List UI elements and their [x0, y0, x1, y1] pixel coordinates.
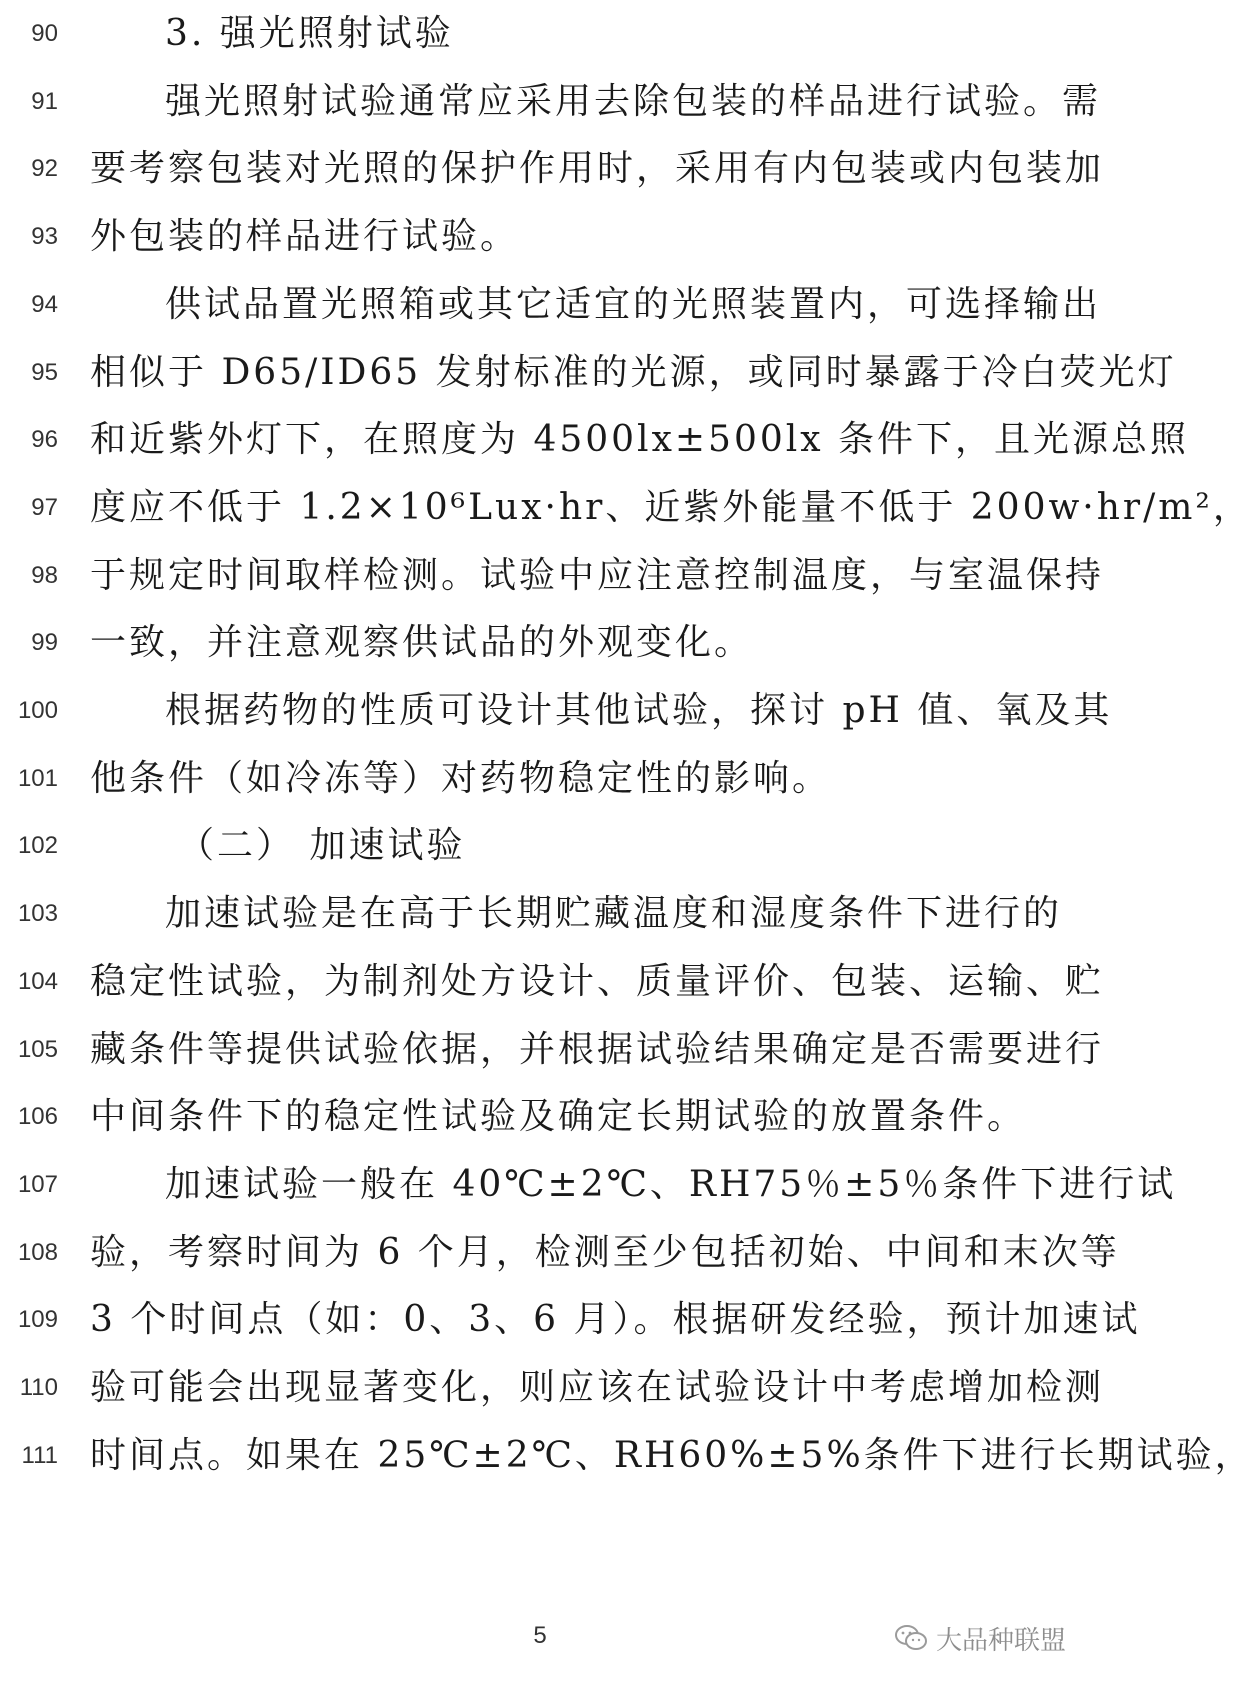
line-number: 96	[31, 426, 58, 454]
line-text: 加速试验一般在 40℃±2℃、RH75％±5％条件下进行试	[165, 1163, 1177, 1205]
text-line	[0, 1020, 1105, 1080]
wechat-icon	[894, 1624, 928, 1652]
line-number: 105	[17, 1035, 58, 1063]
line-text: 根据药物的性质可设计其他试验，探讨 pH 值、氧及其	[165, 690, 1113, 731]
line-number: 110	[19, 1374, 58, 1401]
text-line	[0, 410, 1190, 470]
line-text: 度应不低于 1.2×10⁶Lux·hr、近紫外能量不低于 200w·hr/m²，	[90, 486, 1252, 528]
page-number: 5	[533, 1622, 547, 1649]
line-text: 于规定时间取样检测。试验中应注意控制温度，与室温保持	[90, 554, 1105, 596]
line-text: 3 个时间点（如：0、3、6 月）。根据研发经验，预计加速试	[90, 1299, 1141, 1341]
line-text: 他条件（如冷冻等）对药物稳定性的影响。	[90, 757, 832, 799]
text-line	[0, 952, 1105, 1012]
line-text: 稳定性试验，为制剂处方设计、质量评价、包装、运输、贮	[90, 960, 1105, 1002]
text-line	[0, 1426, 1254, 1486]
text-line	[0, 72, 1102, 132]
text-line	[0, 478, 1252, 538]
line-number: 111	[21, 1441, 58, 1469]
line-number: 92	[31, 155, 58, 183]
text-line	[0, 1223, 1120, 1283]
line-number: 100	[17, 697, 58, 724]
line-number: 90	[31, 20, 58, 47]
line-text: （二） 加速试验	[178, 825, 466, 867]
line-text: 中间条件下的稳定性试验及确定长期试验的放置条件。	[90, 1096, 1027, 1138]
line-text: 相似于 D65/ID65 发射标准的光源，或同时暴露于冷白荧光灯	[90, 351, 1177, 393]
line-number: 98	[31, 561, 58, 589]
text-line	[0, 1358, 1105, 1418]
line-number: 107	[17, 1170, 58, 1198]
text-line	[0, 546, 1105, 606]
line-text: 外包装的样品进行试验。	[90, 216, 520, 258]
text-line	[0, 1290, 1141, 1350]
text-line	[0, 4, 1080, 64]
line-text: 强光照射试验通常应采用去除包装的样品进行试验。需	[165, 80, 1102, 122]
text-line	[0, 681, 1113, 741]
line-number: 93	[31, 223, 58, 251]
text-line	[0, 613, 1080, 673]
text-line	[0, 749, 1080, 809]
watermark	[894, 1618, 1066, 1658]
watermark-text: 大品种联盟	[935, 1625, 1066, 1656]
line-number: 94	[31, 290, 58, 318]
line-number: 91	[31, 87, 58, 115]
line-number: 99	[31, 629, 58, 657]
line-number: 97	[31, 493, 58, 521]
line-text: 供试品置光照箱或其它适宜的光照装置内，可选择输出	[165, 283, 1102, 325]
line-number: 101	[17, 764, 58, 792]
text-line	[0, 1155, 1177, 1215]
text-line	[0, 139, 1105, 199]
line-number: 109	[17, 1306, 58, 1334]
text-line	[0, 884, 1080, 944]
line-text: 验，考察时间为 6 个月，检测至少包括初始、中间和末次等	[90, 1231, 1120, 1273]
line-number: 95	[31, 358, 58, 386]
text-line	[0, 207, 1080, 267]
line-text: 要考察包装对光照的保护作用时，采用有内包装或内包装加	[90, 148, 1105, 190]
line-text: 时间点。如果在 25℃±2℃、RH60%±5%条件下进行长期试验，	[90, 1434, 1254, 1476]
line-number: 103	[17, 900, 58, 928]
text-line	[0, 343, 1177, 403]
line-number: 104	[17, 967, 58, 995]
text-line	[0, 275, 1102, 335]
line-text: 一致，并注意观察供试品的外观变化。	[90, 622, 754, 664]
line-text: 藏条件等提供试验依据，并根据试验结果确定是否需要进行	[90, 1028, 1105, 1070]
text-line	[0, 1087, 1080, 1147]
line-text: 和近紫外灯下，在照度为 4500lx±500lx 条件下，且光源总照	[90, 419, 1190, 461]
line-number: 108	[17, 1238, 58, 1266]
line-number: 106	[17, 1103, 58, 1131]
text-line	[0, 816, 1080, 876]
line-text: 加速试验是在高于长期贮藏温度和湿度条件下进行的	[165, 893, 1063, 935]
line-text: 验可能会出现显著变化，则应该在试验设计中考虑增加检测	[90, 1367, 1105, 1408]
line-number: 102	[17, 832, 58, 860]
line-text: 3. 强光照射试验	[165, 13, 454, 54]
